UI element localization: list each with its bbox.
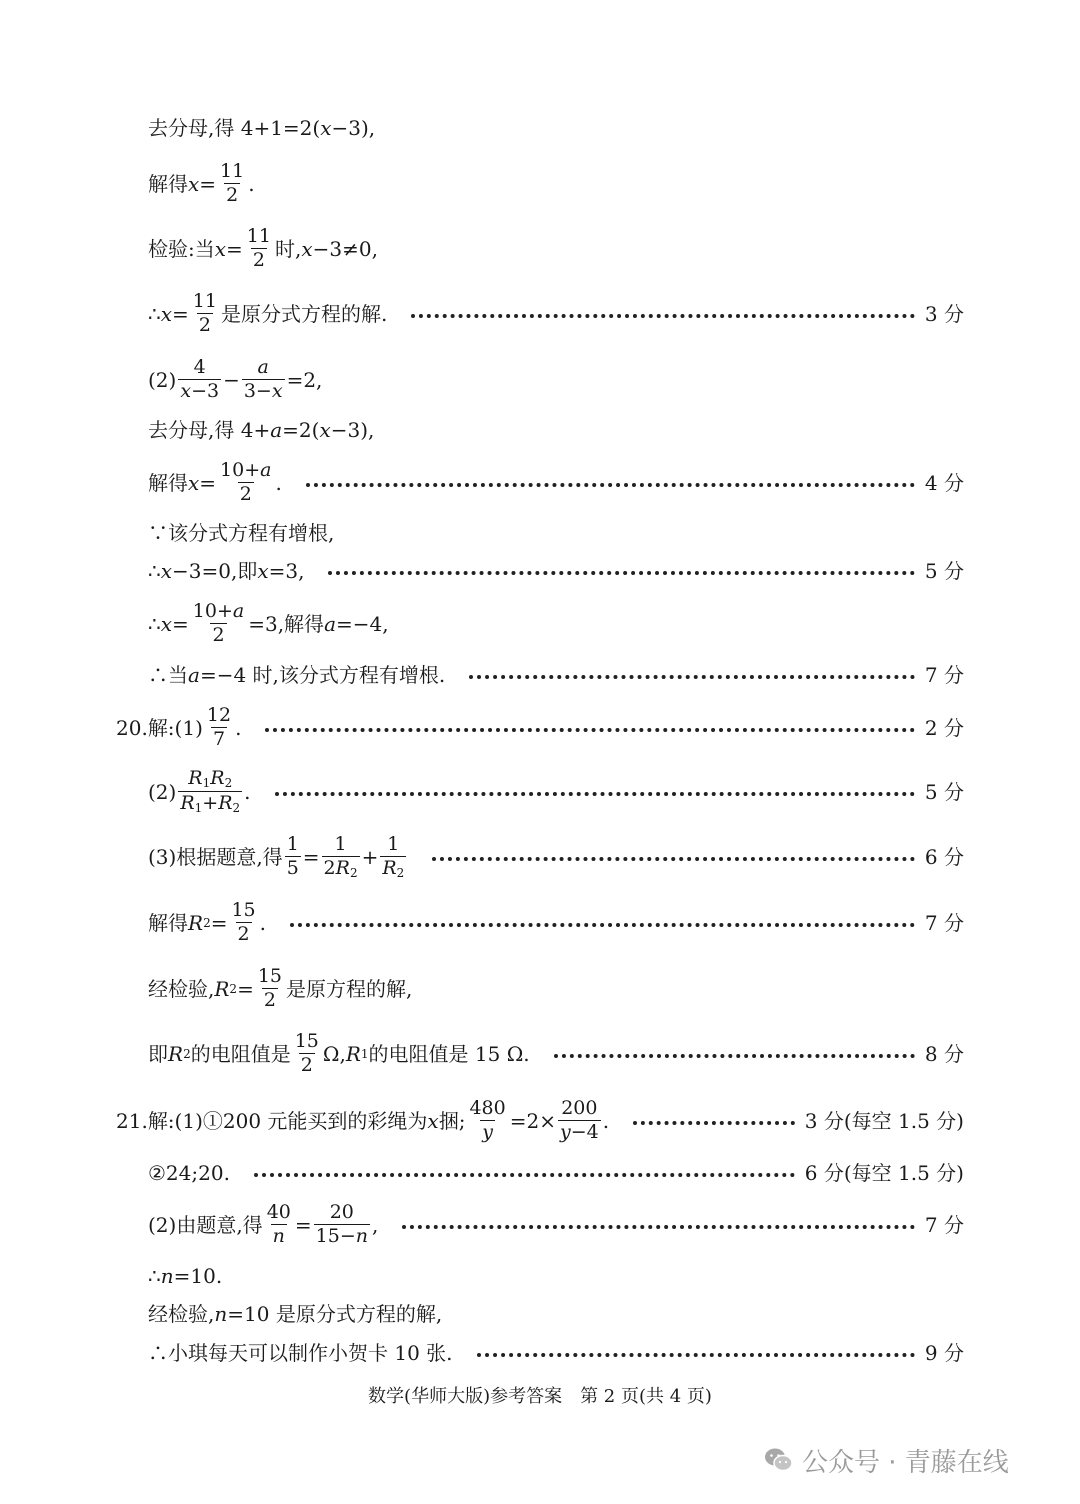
question-number: 21.: [116, 1108, 148, 1133]
q19-step-denominator: 去分母,得 4+1=2( x −3),: [148, 116, 376, 140]
score-label: 6 分(每空 1.5 分): [804, 1161, 964, 1185]
q19-step-solve: 解得 x = $\frac{11}{2}$ .: [148, 160, 255, 206]
q21-part1: 21. 解:(1)①200 元能买到的彩绳为 x 捆; $\frac{480}{y}$ =2× $\frac{200}{y-4}$ . 3 分(每空 1.5 分): [116, 1097, 964, 1143]
fraction: $\frac{12}{7}$: [206, 704, 232, 750]
q19-part2-conclusion: ∴当 a =−4 时,该分式方程有增根. 7 分: [148, 663, 964, 687]
score-label: 8 分: [924, 1041, 964, 1066]
q21-therefore: ∴ n =10.: [148, 1264, 223, 1288]
leader-dots: [469, 675, 915, 679]
score-label: 7 分: [924, 910, 964, 935]
leader-dots: [290, 923, 915, 927]
fraction: $\frac{1}{2R_2}$: [323, 833, 358, 880]
fraction: $\frac{11}{2}$: [246, 225, 271, 271]
score-label: 7 分: [924, 1212, 964, 1237]
q21-conclusion: ∴小琪每天可以制作小贺卡 10 张. 9 分: [148, 1341, 964, 1365]
q20-conclusion: 即 R 2 的电阻值是 $\frac{15}{2}$ Ω, R 1 的电阻值是 15 Ω. 8 分: [148, 1030, 964, 1076]
q21-part2: (2)由题意,得 $\frac{40}{n}$ = $\frac{20}{15-n}$ , 7 分: [148, 1201, 964, 1247]
fraction: $\frac{20}{15-n}$: [315, 1201, 368, 1247]
leader-dots: [402, 1225, 915, 1229]
leader-dots: [432, 857, 915, 861]
leader-dots: [633, 1121, 795, 1125]
leader-dots: [254, 1173, 795, 1177]
fraction: $\frac{480}{y}$: [469, 1097, 506, 1143]
q19-part2-root: ∴ x −3=0,即 x =3, 5 分: [148, 559, 964, 583]
fraction: $\frac{R_1R_2}{R_1+R_2}$: [180, 767, 241, 815]
q19-step-conclusion: ∴ x = $\frac{11}{2}$ 是原分式方程的解. 3 分: [148, 290, 964, 336]
q20-part1: 20. 解:(1) $\frac{12}{7}$ . 2 分: [116, 704, 964, 750]
score-label: 2 分: [924, 715, 964, 740]
q21-check: 经检验, n =10 是原分式方程的解,: [148, 1302, 443, 1326]
fraction: $\frac{10+a}{2}$: [192, 600, 245, 646]
q20-solve: 解得 R 2 = $\frac{15}{2}$ . 7 分: [148, 899, 964, 945]
fraction: $\frac{15}{2}$: [257, 965, 283, 1011]
q19-part2-solve-a: ∴ x = $\frac{10+a}{2}$ =3,解得 a =−4,: [148, 600, 389, 646]
fraction: $\frac{11}{2}$: [220, 160, 245, 206]
q19-part2-equation: (2) $\frac{4}{x-3}$ − $\frac{a}{3-x}$ =2,: [148, 356, 323, 402]
q20-part3: (3)根据题意,得 $\frac{1}{5}$ = $\frac{1}{2R_2}$ + $\frac{1}{R_2}$ 6 分: [148, 833, 964, 880]
score-label: 3 分: [924, 301, 964, 326]
q19-part2-denominator: 去分母,得 4+ a =2( x −3),: [148, 418, 375, 442]
leader-dots: [328, 571, 914, 575]
score-label: 6 分: [924, 845, 964, 870]
fraction: $\frac{15}{2}$: [231, 899, 256, 945]
fraction: $\frac{200}{y-4}$: [559, 1097, 599, 1143]
q21-part1-answers: ②24;20. 6 分(每空 1.5 分): [148, 1161, 964, 1185]
fraction: $\frac{4}{x-3}$: [180, 356, 220, 402]
q20-check: 经检验, R 2 = $\frac{15}{2}$ 是原方程的解,: [148, 965, 413, 1011]
question-number: 20.: [116, 715, 148, 740]
fraction: $\frac{40}{n}$: [266, 1201, 291, 1247]
score-label: 9 分: [924, 1341, 964, 1365]
fraction: $\frac{15}{2}$: [294, 1030, 319, 1076]
leader-dots: [265, 728, 914, 732]
q19-step-check: 检验:当 x = $\frac{11}{2}$ 时, x −3≠0,: [148, 225, 378, 271]
fraction: $\frac{11}{2}$: [192, 290, 217, 336]
q20-part2: (2) $\frac{R_1R_2}{R_1+R_2}$ . 5 分: [148, 767, 964, 815]
leader-dots: [306, 483, 915, 487]
fraction: $\frac{1}{R_2}$: [382, 833, 405, 880]
q19-part2-solve: 解得 x = $\frac{10+a}{2}$ . 4 分: [148, 459, 964, 505]
leader-dots: [275, 792, 915, 796]
q19-part2-because: ∵该分式方程有增根,: [148, 521, 335, 545]
leader-dots: [477, 1353, 915, 1357]
leader-dots: [554, 1054, 915, 1058]
fraction: $\frac{10+a}{2}$: [220, 459, 272, 505]
leader-dots: [411, 314, 915, 318]
score-label: 4 分: [924, 470, 964, 495]
wechat-icon: [764, 1446, 794, 1474]
watermark: [764, 1440, 1009, 1480]
score-label: 7 分: [924, 663, 964, 687]
score-label: 5 分: [924, 779, 964, 804]
watermark-text: 公众号 · 青藤在线: [802, 1447, 1009, 1478]
score-label: 3 分(每空 1.5 分): [804, 1108, 964, 1133]
fraction: $\frac{1}{5}$: [286, 833, 299, 880]
page-footer: 数学(华师大版)参考答案 第 2 页(共 4 页): [368, 1386, 712, 1407]
fraction: $\frac{a}{3-x}$: [243, 356, 283, 402]
score-label: 5 分: [924, 559, 964, 583]
